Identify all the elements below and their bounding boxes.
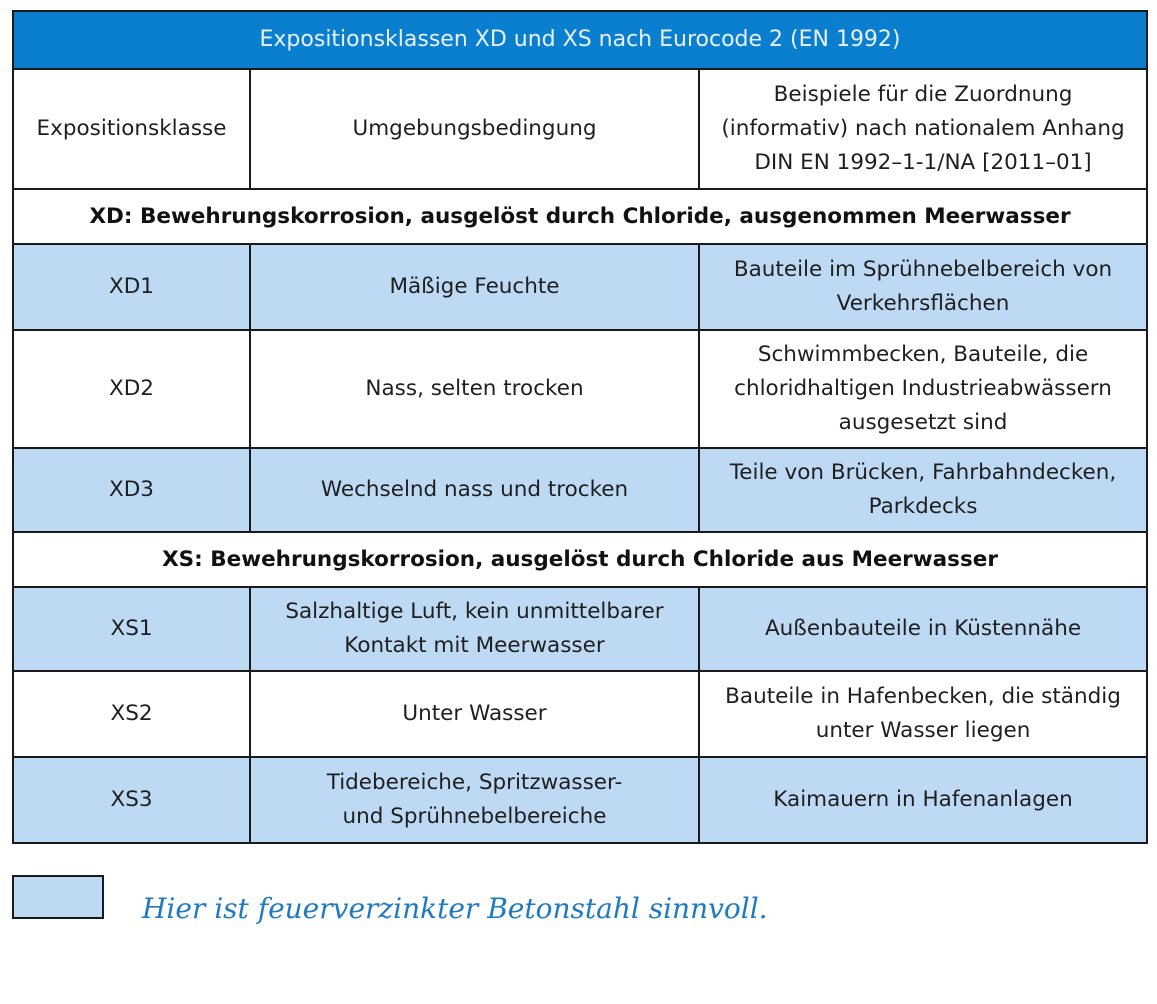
cell-line: unter Wasser liegen [815, 718, 1031, 743]
legend-swatch [12, 875, 104, 919]
cell-line: Nass, selten trocken [365, 376, 584, 401]
cell-line: Unter Wasser [402, 701, 547, 726]
cell-umgebung [250, 757, 699, 843]
cell-klasse: XD3 [13, 448, 250, 532]
cell-beispiele [699, 671, 1147, 757]
cell-klasse: XD2 [13, 330, 250, 448]
cell-line: ausgesetzt sind [838, 410, 1008, 435]
cell-line: und Sprühnebelbereiche [342, 804, 607, 829]
cell-beispiele [699, 448, 1147, 532]
cell-beispiele [699, 587, 1147, 671]
cell-line: chloridhaltigen Industrieabwässern [734, 376, 1112, 401]
table-row [13, 757, 1147, 843]
cell-line: Bauteile im Sprühnebelbereich von [733, 257, 1113, 282]
header-beispiele [699, 69, 1147, 189]
header-beispiele-line: Beispiele für die Zuordnung [773, 82, 1073, 107]
cell-umgebung [250, 330, 699, 448]
table-row [13, 330, 1147, 448]
legend-text: Hier ist feuerverzinkter Betonstahl sinnvoll. [142, 892, 768, 925]
cell-line: Wechselnd nass und trocken [320, 477, 629, 502]
cell-line: Kontakt mit Meerwasser [344, 633, 605, 658]
cell-line: Kaimauern in Hafenanlagen [773, 787, 1073, 812]
cell-line: Außenbauteile in Küstennähe [764, 616, 1082, 641]
cell-line: Parkdecks [868, 494, 978, 519]
cell-klasse: XS2 [13, 671, 250, 757]
cell-umgebung [250, 587, 699, 671]
cell-umgebung [250, 244, 699, 330]
cell-umgebung [250, 448, 699, 532]
cell-umgebung [250, 671, 699, 757]
cell-line: Bauteile in Hafenbecken, die ständig [725, 684, 1121, 709]
cell-klasse: XD1 [13, 244, 250, 330]
table-row [13, 671, 1147, 757]
cell-beispiele [699, 757, 1147, 843]
table-title: Expositionsklassen XD und XS nach Eurocode 2 (EN 1992) [13, 11, 1147, 69]
table-row [13, 244, 1147, 330]
section-title-xs: XS: Bewehrungskorrosion, ausgelöst durch Chloride aus Meerwasser [13, 532, 1147, 587]
header-beispiele-line: (informativ) nach nationalem Anhang [721, 116, 1125, 141]
cell-line: Teile von Brücken, Fahrbahndecken, [729, 460, 1117, 485]
cell-klasse: XS1 [13, 587, 250, 671]
cell-klasse: XS3 [13, 757, 250, 843]
table-row [13, 587, 1147, 671]
cell-line: Tidebereiche, Spritzwasser- [326, 770, 623, 795]
cell-beispiele [699, 330, 1147, 448]
section-title-xd: XD: Bewehrungskorrosion, ausgelöst durch Chloride, ausgenommen Meerwasser [13, 189, 1147, 244]
header-umgebungsbedingung: Umgebungsbedingung [250, 69, 699, 189]
cell-line: Salzhaltige Luft, kein unmittelbarer [285, 599, 664, 624]
cell-beispiele [699, 244, 1147, 330]
exposure-classes-table [12, 10, 1148, 844]
cell-line: Mäßige Feuchte [389, 274, 560, 299]
cell-line: Schwimmbecken, Bauteile, die [757, 342, 1089, 367]
table-row [13, 448, 1147, 532]
header-beispiele-line: DIN EN 1992–1-1/NA [2011–01] [754, 150, 1092, 175]
header-expositionsklasse: Expositionsklasse [13, 69, 250, 189]
cell-line: Verkehrsflächen [836, 291, 1010, 316]
